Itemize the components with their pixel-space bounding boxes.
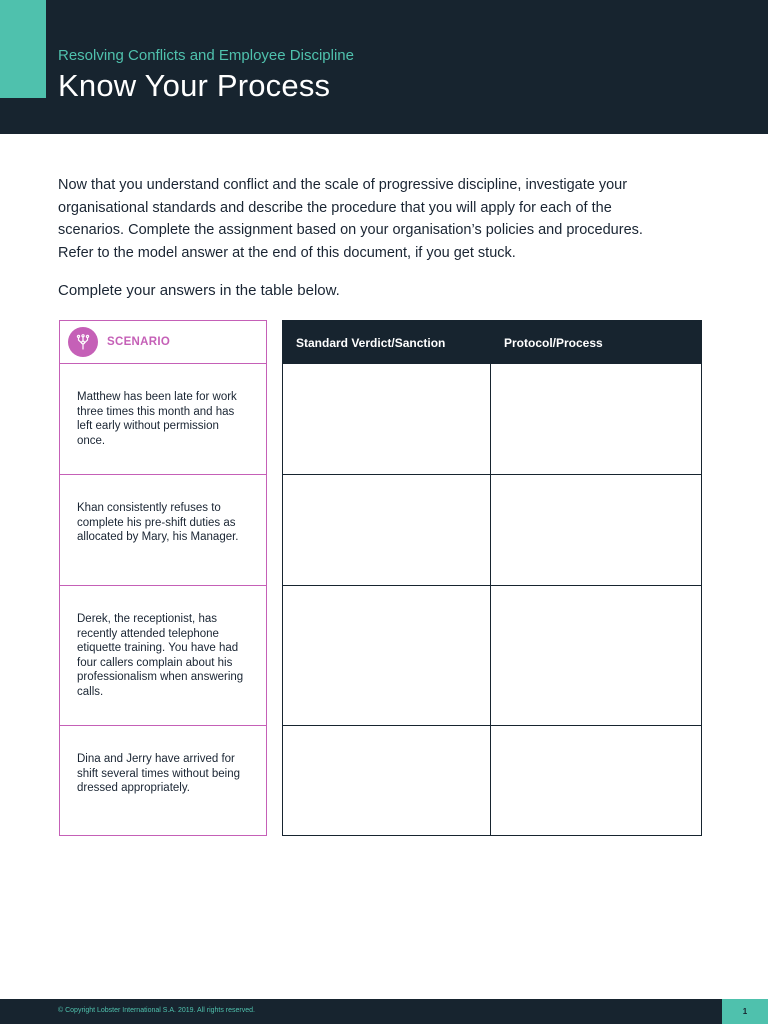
answer-table: [282, 320, 702, 836]
scenario-icon: [68, 327, 98, 357]
header-subtitle: Resolving Conflicts and Employee Discipline: [58, 47, 354, 64]
verdict-answer-cell[interactable]: [283, 726, 491, 835]
scenario-cell: Khan consistently refuses to complete his pre-shift duties as allocated by Mary, his Manager.: [60, 475, 266, 586]
verdict-answer-cell[interactable]: [283, 586, 491, 725]
answer-table-header: [283, 321, 701, 364]
answer-row: [283, 364, 701, 475]
answer-row: [283, 586, 701, 726]
protocol-answer-cell[interactable]: [491, 475, 701, 585]
page-title: Know Your Process: [58, 68, 331, 103]
page-footer: [0, 999, 768, 1024]
header-accent-bar: [0, 0, 46, 98]
scenario-cell: Matthew has been late for work three times this month and has left early without permission once.: [60, 364, 266, 475]
intro-paragraph: Now that you understand conflict and the scale of progressive discipline, investigate your organisational standards and describe the procedure that you will apply for each of the scenarios. Complete the assignment based on your organisation’s policies and procedures. Refer to the model answer at the end of this document, if you get stuck.: [58, 177, 643, 261]
verdict-answer-cell[interactable]: [283, 364, 491, 474]
page-number: 1: [722, 999, 768, 1024]
column-header-verdict: Standard Verdict/Sanction: [296, 335, 446, 350]
protocol-answer-cell[interactable]: [491, 586, 701, 725]
protocol-answer-cell[interactable]: [491, 726, 701, 835]
scenario-header-label: SCENARIO: [107, 336, 171, 348]
scenario-column: [59, 320, 267, 836]
column-header-protocol: Protocol/Process: [504, 335, 603, 350]
page-header: [0, 0, 768, 134]
scenario-cell: Derek, the receptionist, has recently attended telephone etiquette training. You have had four callers complain about his professionalism when answering calls.: [60, 586, 266, 726]
copyright-text: © Copyright Lobster International S.A. 2019. All rights reserved.: [58, 1007, 255, 1014]
protocol-answer-cell[interactable]: [491, 364, 701, 474]
scenario-header: [60, 321, 266, 364]
verdict-answer-cell[interactable]: [283, 475, 491, 585]
answer-row: [283, 726, 701, 835]
instruction-text: Complete your answers in the table below.: [58, 282, 340, 299]
scenario-cell: Dina and Jerry have arrived for shift several times without being dressed appropriately.: [77, 753, 240, 795]
answer-row: [283, 475, 701, 586]
